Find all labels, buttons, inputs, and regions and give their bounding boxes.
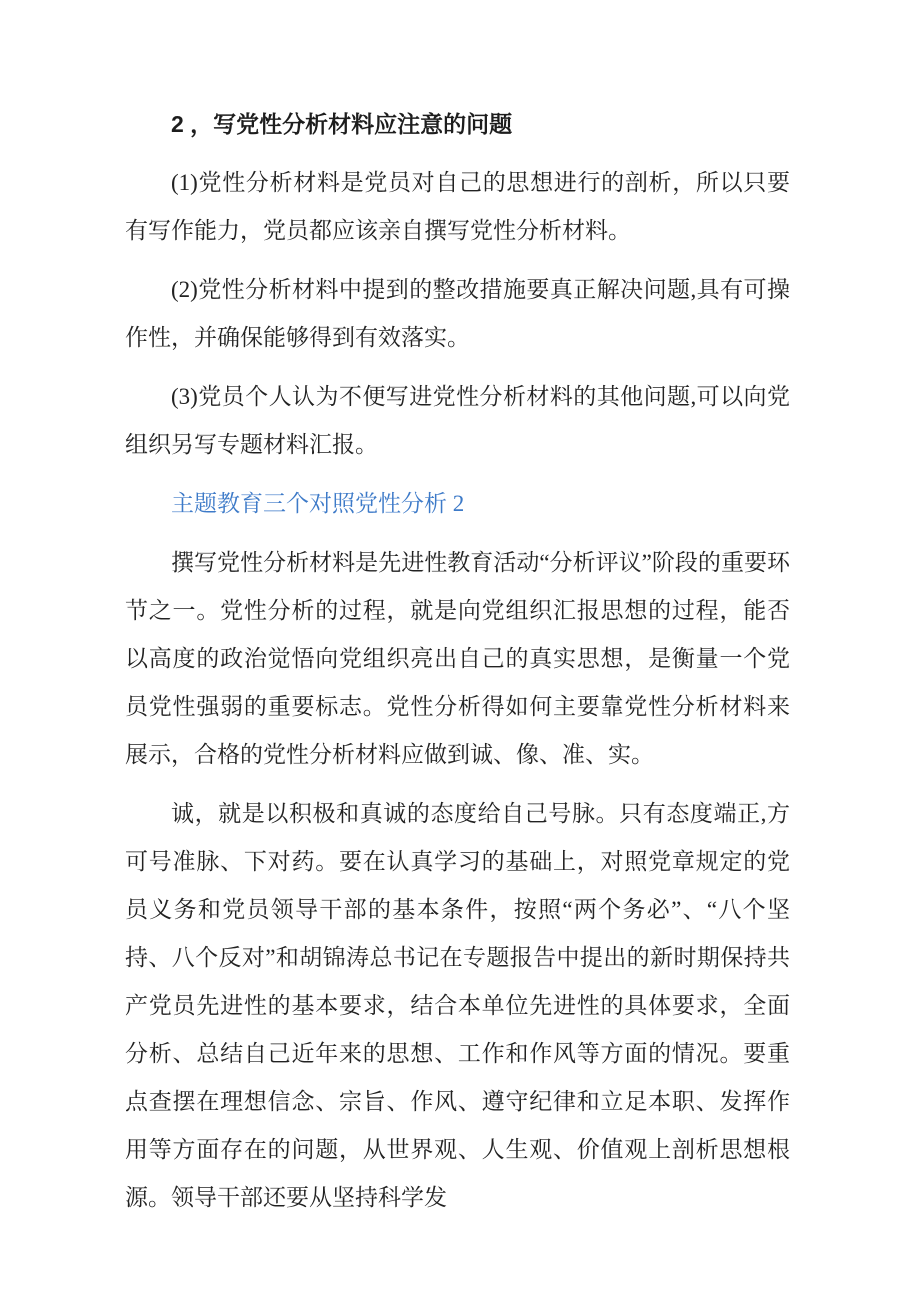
body-paragraph-1: 撰写党性分析材料是先进性教育活动“分析评议”阶段的重要环节之一。党性分析的过程，就是向党组织汇报思想的过程，能否以高度的政治觉悟向党组织亮出自己的真实思想，是衡量一个党员党性强弱的重要标志。党性分析得如何主要靠党性分析材料来展示，合格的党性分析材料应做到诚、像、准、实。	[125, 550, 790, 767]
point-paragraph-2: (2)党性分析材料中提到的整改措施要真正解决问题,具有可操作性，并确保能够得到有效落实。	[125, 277, 790, 350]
section-heading: 2 ，写党性分析材料应注意的问题	[171, 111, 513, 137]
point-paragraph-3: (3)党员个人认为不便写进党性分析材料的其他问题,可以向党组织另写专题材料汇报。	[125, 384, 790, 457]
topic-heading-blue: 主题教育三个对照党性分析 2	[171, 491, 465, 516]
body-paragraph-2: 诚，就是以积极和真诚的态度给自己号脉。只有态度端正,方可号准脉、下对药。要在认真学习的基础上，对照党章规定的党员义务和党员领导干部的基本条件，按照“两个务必”、“八个坚持、八个反对”和胡锦涛总书记在专题报告中提出的新时期保持共产党员先进性的基本要求，结合本单位先进性的具体要求，全面分析、总结自己近年来的思想、工作和作风等方面的情况。要重点查摆在理想信念、宗旨、作风、遵守纪律和立足本职、发挥作用等方面存在的问题，从世界观、人生观、价值观上剖析思想根源。领导干部还要从坚持科学发	[125, 801, 790, 1210]
point-paragraph-1: (1)党性分析材料是党员对自己的思想进行的剖析，所以只要有写作能力，党员都应该亲自撰写党性分析材料。	[125, 170, 790, 243]
